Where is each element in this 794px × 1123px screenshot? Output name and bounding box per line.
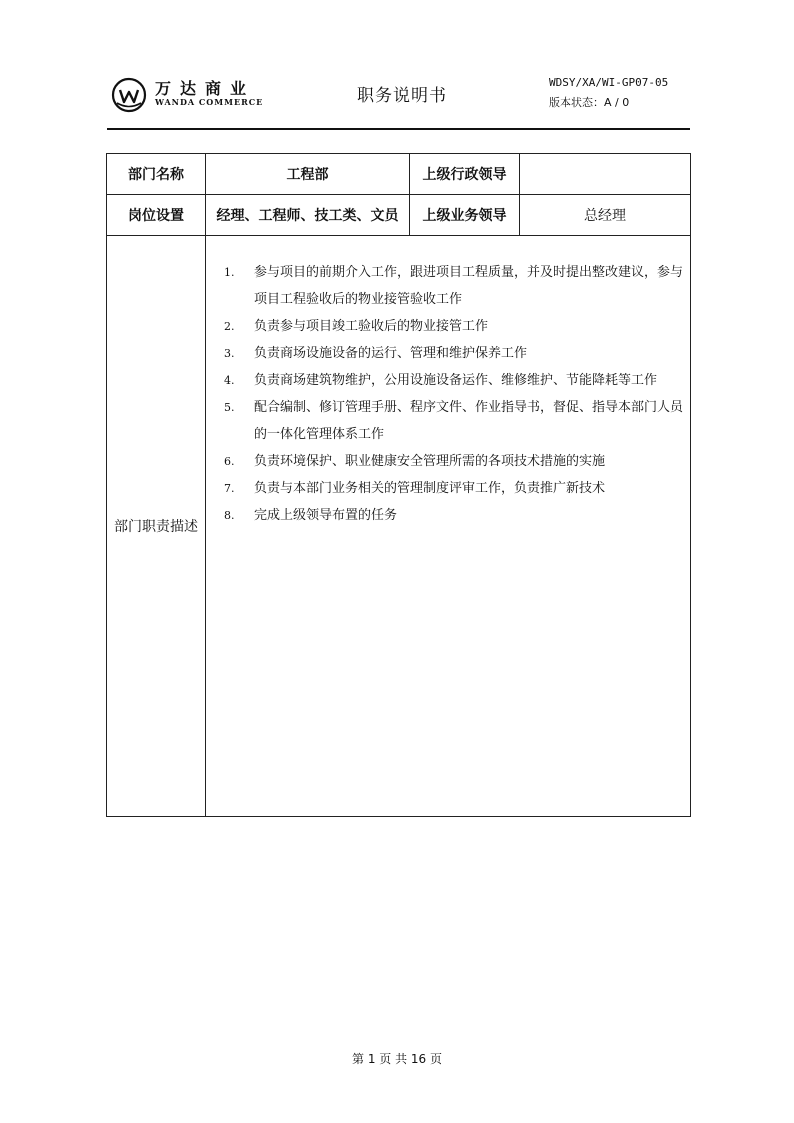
item-text: 完成上级领导布置的任务	[254, 508, 398, 523]
admin-leader-value	[520, 154, 691, 195]
business-leader-label: 上级业务领导	[410, 195, 520, 236]
list-item	[224, 259, 690, 313]
item-text: 负责商场设施设备的运行、管理和维护保养工作	[254, 346, 528, 361]
item-number: 1.	[224, 266, 235, 279]
item-number: 8.	[224, 509, 235, 522]
table-row	[107, 236, 691, 817]
dept-name-label: 部门名称	[107, 154, 206, 195]
page-number: 第 1 页 共 16 页	[352, 1052, 442, 1066]
item-text: 参与项目的前期介入工作，跟进项目工程质量，并及时提出整改建议，参与项目工程验收后的物业接管验收工作	[254, 265, 684, 307]
item-text: 负责商场建筑物维护，公用设施设备运作、维修维护、节能降耗等工作	[254, 373, 658, 388]
list-item	[224, 367, 690, 394]
list-item	[224, 340, 690, 367]
document-code: WDSY/XA/WI-GP07-05	[549, 76, 669, 89]
header-divider	[107, 128, 690, 130]
item-text: 配合编制、修订管理手册、程序文件、作业指导书，督促、指导本部门人员的一体化管理体系工作	[254, 400, 684, 442]
logo-english-name: WANDA COMMERCE	[155, 97, 264, 107]
item-text: 负责与本部门业务相关的管理制度评审工作，负责推广新技术	[254, 481, 606, 496]
dept-name-value: 工程部	[206, 154, 410, 195]
list-item	[224, 475, 690, 502]
table-row	[107, 154, 691, 195]
table-row	[107, 195, 691, 236]
version-status: 版本状态：A / 0	[549, 96, 630, 109]
item-number: 4.	[224, 374, 235, 387]
item-number: 5.	[224, 401, 235, 414]
wanda-logo-icon	[111, 77, 147, 113]
item-number: 3.	[224, 347, 235, 360]
business-leader-value: 总经理	[520, 195, 691, 236]
item-number: 2.	[224, 320, 235, 333]
duties-cell	[206, 236, 691, 817]
list-item	[224, 448, 690, 475]
list-item	[224, 313, 690, 340]
logo-chinese-name: 万达商业	[155, 79, 256, 98]
list-item	[224, 394, 690, 448]
admin-leader-label: 上级行政领导	[410, 154, 520, 195]
positions-label: 岗位设置	[107, 195, 206, 236]
item-text: 负责环境保护、职业健康安全管理所需的各项技术措施的实施	[254, 454, 606, 469]
item-number: 6.	[224, 455, 235, 468]
item-number: 7.	[224, 482, 235, 495]
positions-value: 经理、工程师、技工类、文员	[206, 195, 410, 236]
document-header	[107, 70, 690, 132]
job-description-table	[106, 153, 691, 817]
item-text: 负责参与项目竣工验收后的物业接管工作	[254, 319, 489, 334]
duties-list	[206, 236, 690, 529]
document-title: 职务说明书	[357, 86, 447, 106]
duties-label: 部门职责描述	[107, 236, 206, 817]
list-item	[224, 502, 690, 529]
